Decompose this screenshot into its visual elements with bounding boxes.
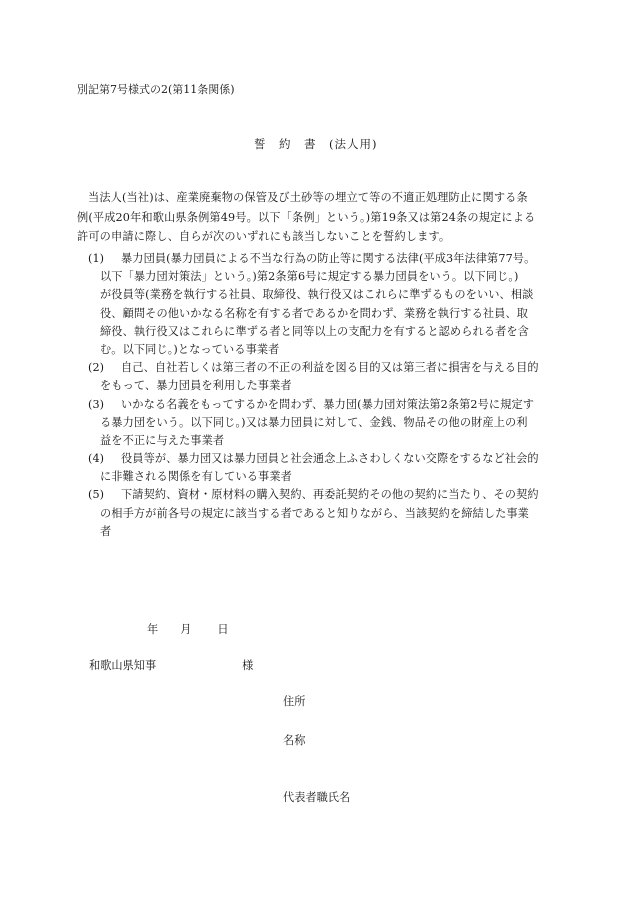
pledge-item-text: 役員等が、暴力団又は暴力団員と社会通念上ふさわしくない交際をするなど社会的 xyxy=(121,452,539,466)
pledge-item-text: いかなる名義をもってするかを問わず、暴力団(暴力団対策法第2条第2号に規定す xyxy=(121,397,535,411)
month-label: 月 xyxy=(180,623,192,636)
document-title: 誓 約 書 (法人用) xyxy=(254,137,378,151)
addressee-name: 和歌山県知事 xyxy=(89,659,157,672)
pledge-item-line xyxy=(88,523,558,541)
pledge-item-line xyxy=(88,286,558,304)
pledge-item-number: (3) xyxy=(88,397,105,411)
pledge-item-text: が役員等(業務を執行する社員、取締役、執行役又はこれらに準ずるものをいい、相談 xyxy=(100,288,534,302)
addressee xyxy=(89,657,253,673)
pledge-item-line xyxy=(88,305,558,323)
pledge-item-line xyxy=(88,450,558,468)
pledge-item xyxy=(88,396,558,451)
pledge-item-line xyxy=(88,505,558,523)
pledge-item-line xyxy=(88,359,558,377)
preamble-line: 許可の申請に際し、自らが次のいずれにも該当しないことを誓約します。 xyxy=(77,230,451,243)
preamble xyxy=(77,188,555,247)
pledge-item-line xyxy=(88,250,558,268)
pledge-item-text: 暴力団員(暴力団員による不当な行為の防止等に関する法律(平成3年法律第77号。 xyxy=(121,252,536,265)
pledge-item-text: 以下「暴力団対策法」という。)第2条第6号に規定する暴力団員をいう。以下同じ。) xyxy=(100,270,519,284)
pledge-item-number: (1) xyxy=(88,252,105,265)
pledge-item-line xyxy=(88,432,558,450)
pledge-item-line xyxy=(88,486,558,504)
pledge-item-text: 者 xyxy=(100,524,112,538)
pledge-item-number: (4) xyxy=(88,452,105,466)
pledge-item-line xyxy=(88,396,558,414)
pledge-item xyxy=(88,250,558,359)
pledge-item-text: をもって、暴力団員を利用した事業者 xyxy=(100,379,292,393)
address-label: 住所 xyxy=(283,695,306,708)
pledge-item-line xyxy=(88,377,558,395)
pledge-item-text: 役、顧問その他いかなる名称を有する者であるかを問わず、業務を執行する社員、取 xyxy=(100,306,529,320)
pledge-item-line xyxy=(88,414,558,432)
pledge-item xyxy=(88,359,558,395)
pledge-item xyxy=(88,486,558,541)
preamble-line: 例(平成20年和歌山県条例第49号。以下「条例」という。)第19条又は第24条の規定による xyxy=(77,210,536,224)
pledge-item-line xyxy=(88,468,558,486)
company-name-label: 名称 xyxy=(283,734,306,747)
pledge-item xyxy=(88,450,558,486)
date-line xyxy=(147,621,229,637)
pledge-item-line xyxy=(88,268,558,286)
addressee-honorific: 様 xyxy=(242,659,254,672)
pledge-item-text: る暴力団をいう。以下同じ。)又は暴力団員に対して、金銭、物品その他の財産上の利 xyxy=(100,415,528,429)
pledge-item-number: (2) xyxy=(88,361,105,375)
pledge-item-text: 益を不正に与えた事業者 xyxy=(100,433,225,447)
pledge-item-text: の相手方が前各号の規定に該当する者であると知りながら、当該契約を締結した事業 xyxy=(100,506,529,520)
preamble-line: 当法人(当社)は、産業廃棄物の保管及び土砂等の埋立て等の不適正処理防止に関する条 xyxy=(88,191,528,204)
form-label: 別記第7号様式の2(第11条関係) xyxy=(77,83,235,96)
pledge-item-line xyxy=(88,323,558,341)
day-label: 日 xyxy=(217,623,229,636)
pledge-item-text: に非難される関係を有している事業者 xyxy=(100,470,292,484)
pledge-item-number: (5) xyxy=(88,488,105,502)
pledge-item-text: 下請契約、資材・原材料の購入契約、再委託契約その他の契約に当たり、その契約 xyxy=(121,488,539,502)
pledge-item-line xyxy=(88,341,558,359)
pledge-items xyxy=(88,250,558,541)
representative-label: 代表者職氏名 xyxy=(283,791,351,804)
pledge-item-text: 締役、執行役又はこれらに準ずる者と同等以上の支配力を有すると認められる者を含 xyxy=(100,324,529,338)
year-label: 年 xyxy=(147,623,159,636)
pledge-item-text: 自己、自社若しくは第三者の不正の利益を図る目的又は第三者に損害を与える目的 xyxy=(121,361,539,375)
pledge-item-text: む。以下同じ。)となっている事業者 xyxy=(100,342,280,356)
